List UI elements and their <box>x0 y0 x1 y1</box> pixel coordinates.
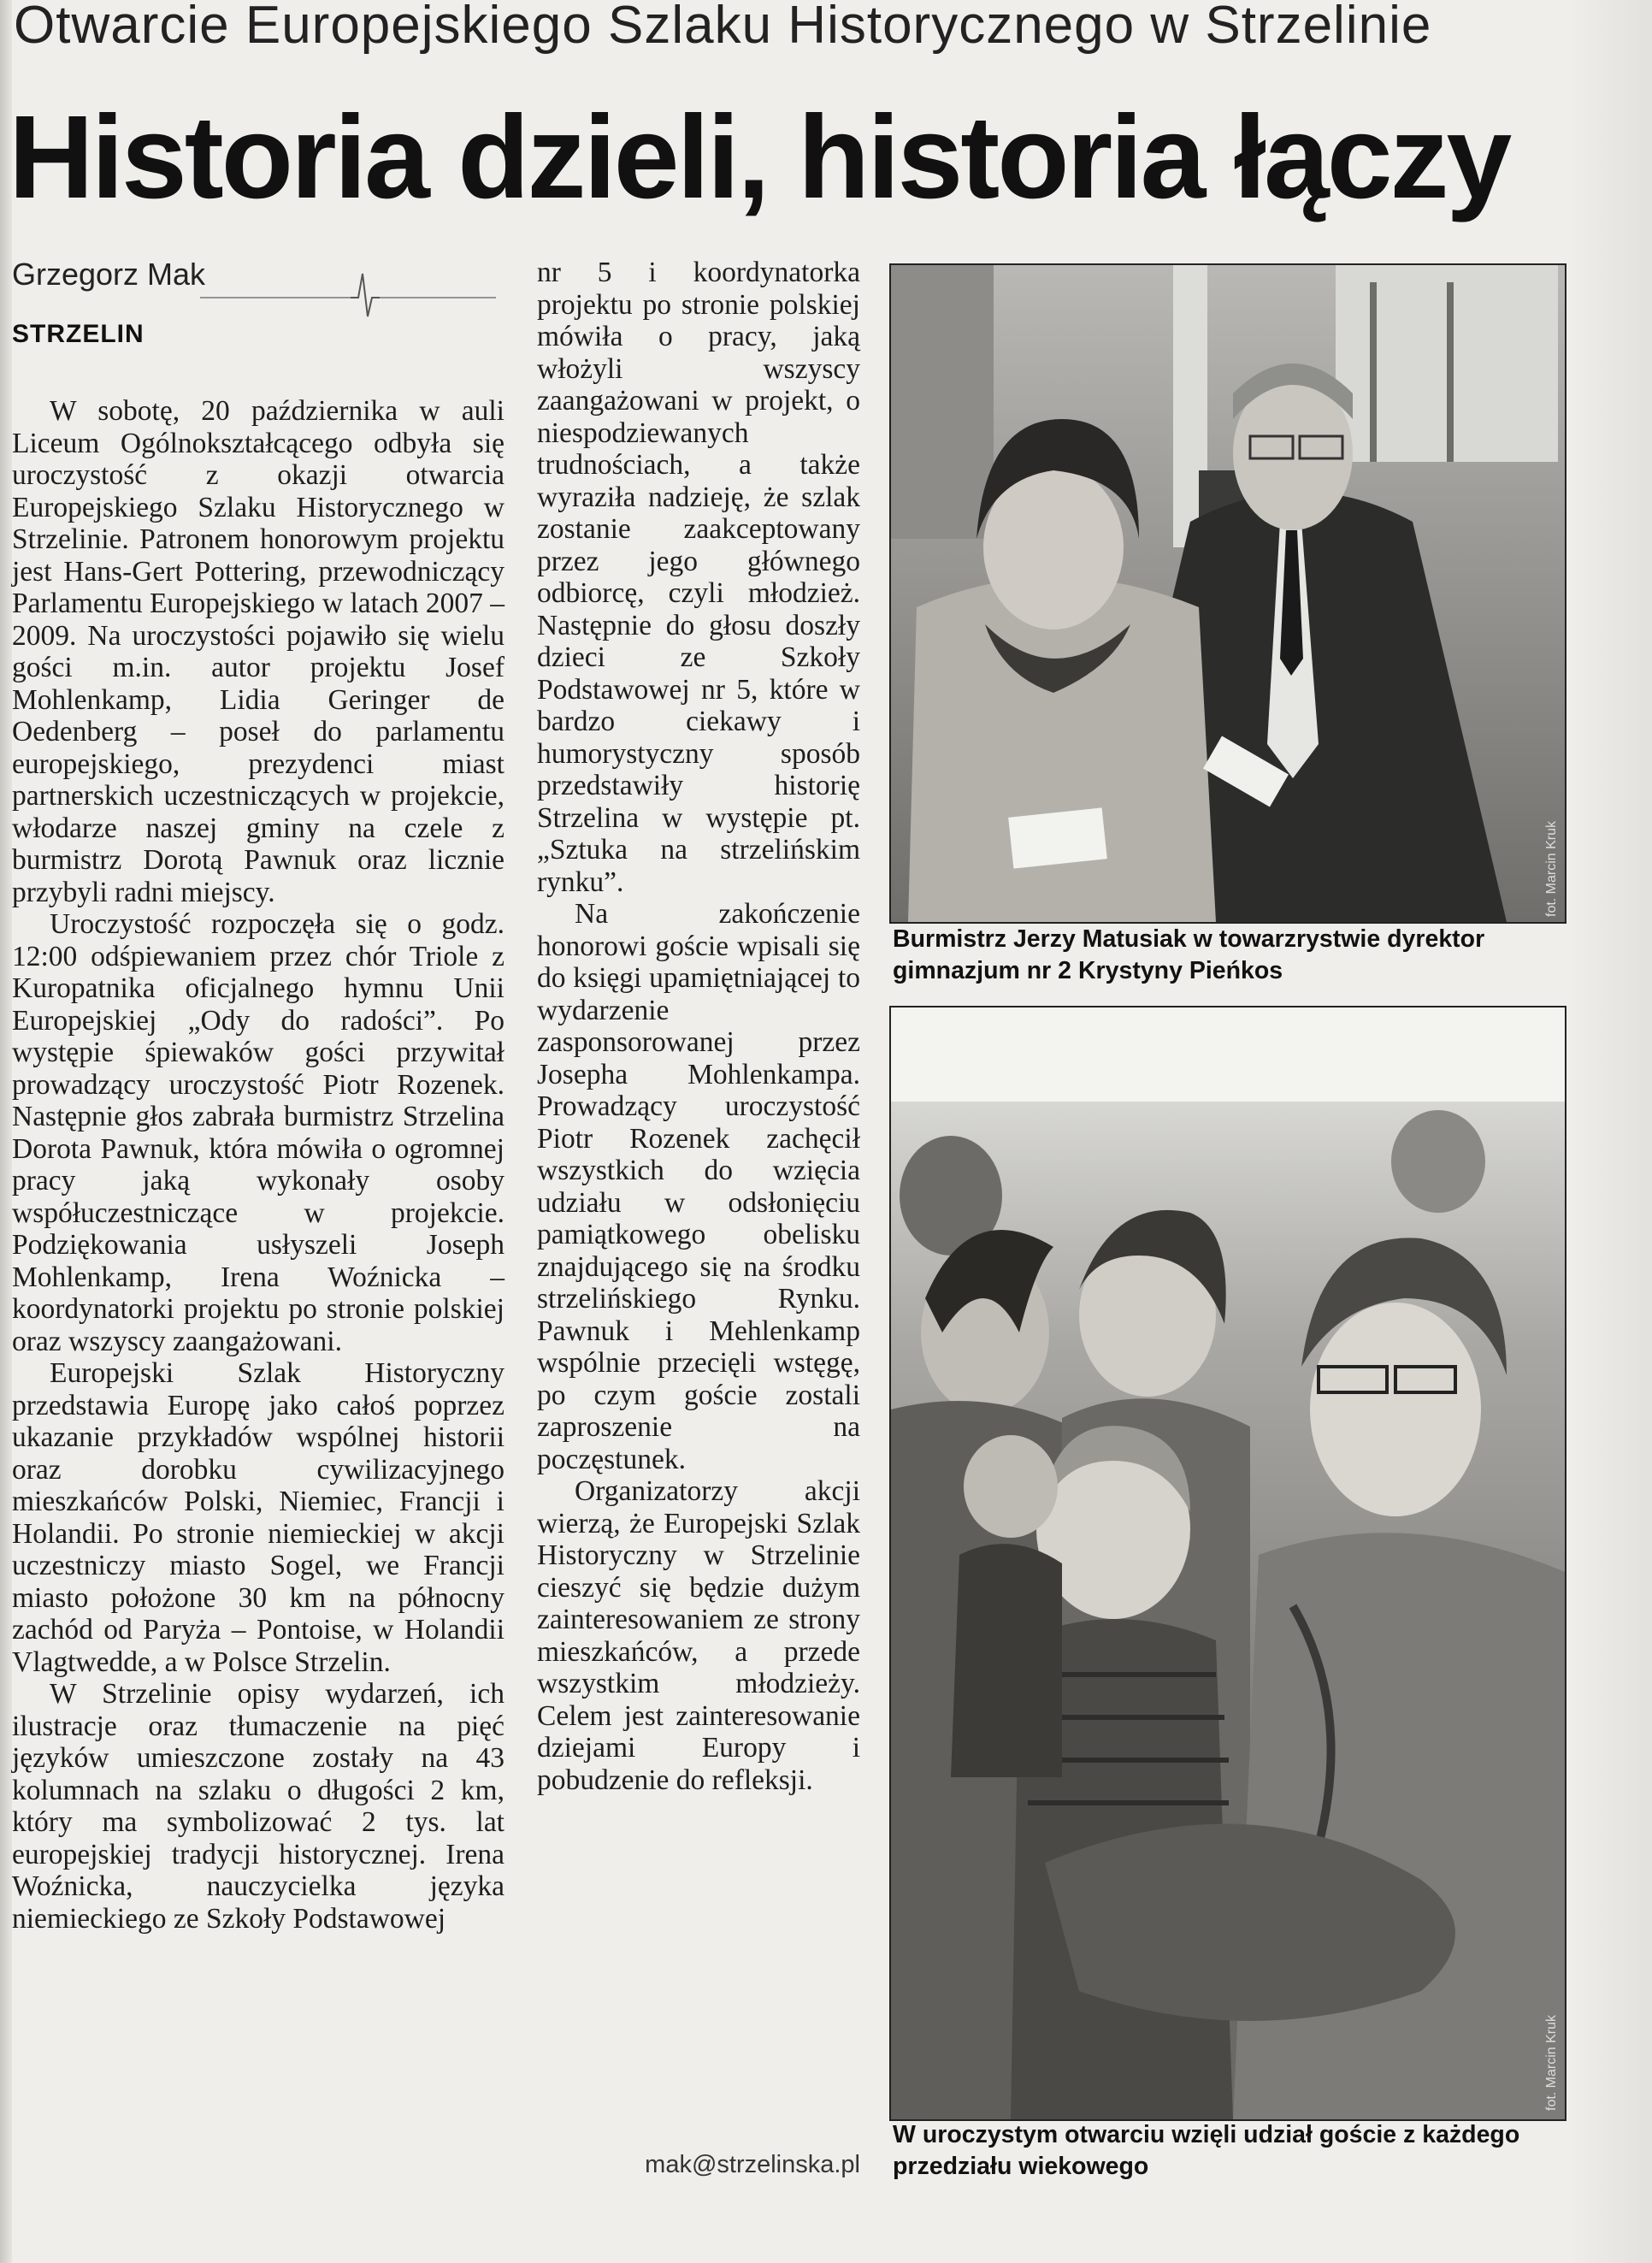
article-headline: Historia dzieli, historia łączy <box>9 92 1510 223</box>
paragraph: Europejski Szlak Historyczny przedstawia Europę jako całoś poprzez ukazanie przykładów wspólnej historii oraz dorobku cywilizacyjnego mieszkańców Polski, Niemiec, Francji i Holandii. Po stronie niemieckiej w akcji uczestniczy miasto Sogel, we Francji miasto położone 30 km na północny zachód od Paryża – Pontoise, w Holandii Vlagtwedde, a w Polsce Strzelin. <box>12 1357 504 1678</box>
photo-illustration <box>891 1007 1565 2119</box>
article-column-1 <box>12 395 504 2174</box>
author-byline: Grzegorz Mak <box>12 257 206 292</box>
paragraph: Organizatorzy akcji wierzą, że Europejski Szlak Historyczny w Strzelinie cieszyć się będzie dużym zainteresowaniem ze strony mieszkańców, a przede wszystkim młodzieży. Celem jest zainteresowanie dziejami Europy i pobudzenie do refleksji. <box>537 1475 860 1796</box>
photo1-credit: fot. Marcin Kruk <box>1544 820 1559 917</box>
page-edge <box>0 0 12 2263</box>
photo2-caption: W uroczystym otwarciu wzięli udział goście z każdego przedziału wiekowego <box>893 2121 1520 2180</box>
photo2-credit: fot. Marcin Kruk <box>1544 2014 1559 2111</box>
page-shadow <box>1566 0 1652 2263</box>
paragraph: W sobotę, 20 października w auli Liceum Ogólnokształcącego odbyła się uroczystość z okazji otwarcia Europejskiego Szlaku Historycznego w Strzelinie. Patronem honorowym projektu jest Hans-Gert Pottering, przewodniczący Parlamentu Europejskiego w latach 2007 – 2009. Na uroczystości pojawiło się wielu gości m.in. autor projektu Josef Mohlenkamp, Lidia Geringer de Oedenberg – poseł do parlamentu europejskiego, prezydenci miast partnerskich uczestniczących w projekcie, włodarze naszej gminy na czele z burmistrz Dorotą Pawnuk oraz licznie przybyli radni miejscy. <box>12 395 504 908</box>
photo-illustration <box>891 265 1565 922</box>
paragraph: Uroczystość rozpoczęła się o godz. 12:00 odśpiewaniem przez chór Triole z Kuropatnika oficjalnego hymnu Unii Europejskiej „Ody do radości”. Po występie śpiewaków gości przywitał prowadzący uroczystość Piotr Rozenek. Następnie głos zabrała burmistrz Strzelina Dorota Pawnuk, która mówiła o ogromnej pracy jaką wykonały osoby współuczestniczące w projekcie. Podziękowania usłyszeli Joseph Mohlenkamp, Irena Woźnicka – koordynatorki projektu po stronie polskiej oraz wszyscy zaangażowani. <box>12 908 504 1357</box>
author-email: mak@strzelinska.pl <box>645 2151 860 2178</box>
paragraph: nr 5 i koordynatorka projektu po stronie polskiej mówiła o pracy, jaką włożyli wszyscy zaangażowani w projekt, o niespodziewanych trudnościach, a także wyraziła nadzieję, że szlak zostanie zaakceptowany przez jego głównego odbiorcę, czyli młodzież. Następnie do głosu doszły dzieci ze Szkoły Podstawowej nr 5, które w bardzo ciekawy i humorystyczny sposób przedstawiły historię Strzelina w występie pt. „Sztuka na strzelińskim rynku”. <box>537 257 860 898</box>
dateline-place: STRZELIN <box>12 320 145 348</box>
article-column-2 <box>537 257 860 2189</box>
pulse-divider-icon <box>12 269 496 320</box>
photo1-caption: Burmistrz Jerzy Matusiak w towarzrystwie dyrektor gimnazjum nr 2 Krystyny Pieńkos <box>893 925 1485 984</box>
photo-mayor-and-director <box>889 263 1566 924</box>
paragraph: Na zakończenie honorowi goście wpisali się do księgi upamiętniającej to wydarzenie zasponsorowanej przez Josepha Mohlenkampa. Prowadzący uroczystość Piotr Rozenek zachęcił wszystkich do wzięcia udziału w odsłonięciu pamiątkowego obelisku znajdującego się na środku strzelińskiego Rynku. Pawnuk i Mehlenkamp wspólnie przecięli wstęgę, po czym goście zostali zaproszenie na poczęstunek. <box>537 898 860 1475</box>
paragraph: W Strzelinie opisy wydarzeń, ich ilustracje oraz tłumaczenie na pięć języków umieszczone zostały na 43 kolumnach na szlaku o długości 2 km, który ma symbolizować 2 tys. lat europejskiej tradycji historycznej. Irena Woźnicka, nauczycielka języka niemieckiego ze Szkoły Podstawowej <box>12 1678 504 1935</box>
article-kicker: Otwarcie Europejskiego Szlaku Historycznego w Strzelinie <box>14 0 1432 55</box>
photo-audience <box>889 1006 1566 2121</box>
